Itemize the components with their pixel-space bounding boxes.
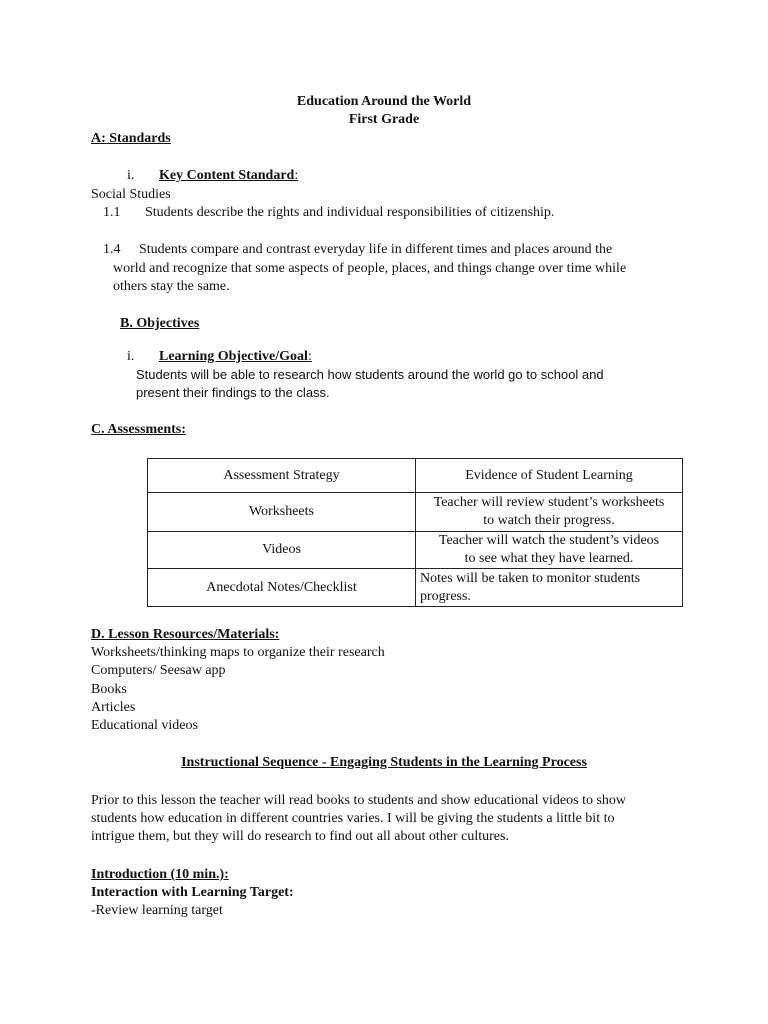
- assessments-heading: C. Assessments:: [91, 422, 186, 437]
- table-row: [148, 493, 683, 532]
- standards-marker: i.: [127, 168, 135, 183]
- standards-subject: Social Studies: [91, 187, 171, 202]
- evidence-line: Notes will be taken to monitor students: [420, 570, 641, 586]
- standards-heading: A: Standards: [91, 131, 171, 146]
- evidence-line: to watch their progress.: [483, 513, 615, 528]
- evidence-line: Teacher will review student’s worksheets: [433, 495, 665, 510]
- evidence-line: progress.: [420, 588, 471, 604]
- sequence-text: Prior to this lesson the teacher will read books to students and show educational videos to show: [91, 793, 627, 808]
- document-subtitle: First Grade: [348, 112, 420, 127]
- objective-text: present their findings to the class.: [136, 385, 330, 400]
- assessment-strategy-cell: Anecdotal Notes/Checklist: [148, 569, 416, 607]
- evidence-cell: [416, 493, 683, 532]
- standard-text: Students compare and contrast everyday life in different times and places around the: [139, 242, 613, 257]
- table-header-cell: Assessment Strategy: [148, 459, 416, 493]
- evidence-cell: [416, 532, 683, 569]
- introduction-item: -Review learning target: [91, 903, 223, 918]
- resource-item: Articles: [91, 700, 136, 715]
- table-header-cell: Evidence of Student Learning: [416, 459, 683, 493]
- introduction-heading: Introduction (10 min.):: [91, 867, 229, 882]
- objectives-marker: i.: [127, 349, 135, 364]
- standard-number: 1.1: [103, 205, 121, 220]
- assessment-table: [147, 458, 683, 607]
- sequence-text: intrigue them, but they will do research to find out all about other cultures.: [91, 829, 509, 844]
- resources-heading: D. Lesson Resources/Materials:: [91, 627, 280, 642]
- assessment-strategy-cell: Videos: [148, 532, 416, 569]
- instructional-sequence-heading: Instructional Sequence - Engaging Students in the Learning Process: [181, 755, 587, 770]
- evidence-line: Teacher will watch the student’s videos: [438, 533, 660, 548]
- standard-text: world and recognize that some aspects of people, places, and things change over time while: [113, 261, 627, 276]
- assessment-strategy-cell: Worksheets: [148, 493, 416, 532]
- objectives-heading: B. Objectives: [120, 316, 200, 331]
- sequence-text: students how education in different countries varies. I will be giving the students a little bit to: [91, 811, 615, 826]
- table-row: [148, 569, 683, 607]
- objective-text: Students will be able to research how students around the world go to school and: [136, 367, 604, 382]
- table-row: [148, 532, 683, 569]
- resource-item: Computers/ Seesaw app: [91, 663, 226, 678]
- learning-objective-label: Learning Objective/Goal:: [159, 349, 312, 364]
- resource-item: Worksheets/thinking maps to organize their research: [91, 645, 385, 660]
- resource-item: Educational videos: [91, 718, 198, 733]
- resource-item: Books: [91, 682, 127, 697]
- key-content-standard-label: Key Content Standard:: [159, 168, 299, 183]
- evidence-line: to see what they have learned.: [464, 551, 634, 566]
- table-header-row: [148, 459, 683, 493]
- standard-number: 1.4: [103, 242, 121, 257]
- standard-text: Students describe the rights and individual responsibilities of citizenship.: [145, 205, 555, 220]
- introduction-subheading: Interaction with Learning Target:: [91, 885, 294, 900]
- evidence-cell: [416, 569, 683, 607]
- standard-text: others stay the same.: [113, 279, 230, 294]
- document-title: Education Around the World: [296, 94, 472, 109]
